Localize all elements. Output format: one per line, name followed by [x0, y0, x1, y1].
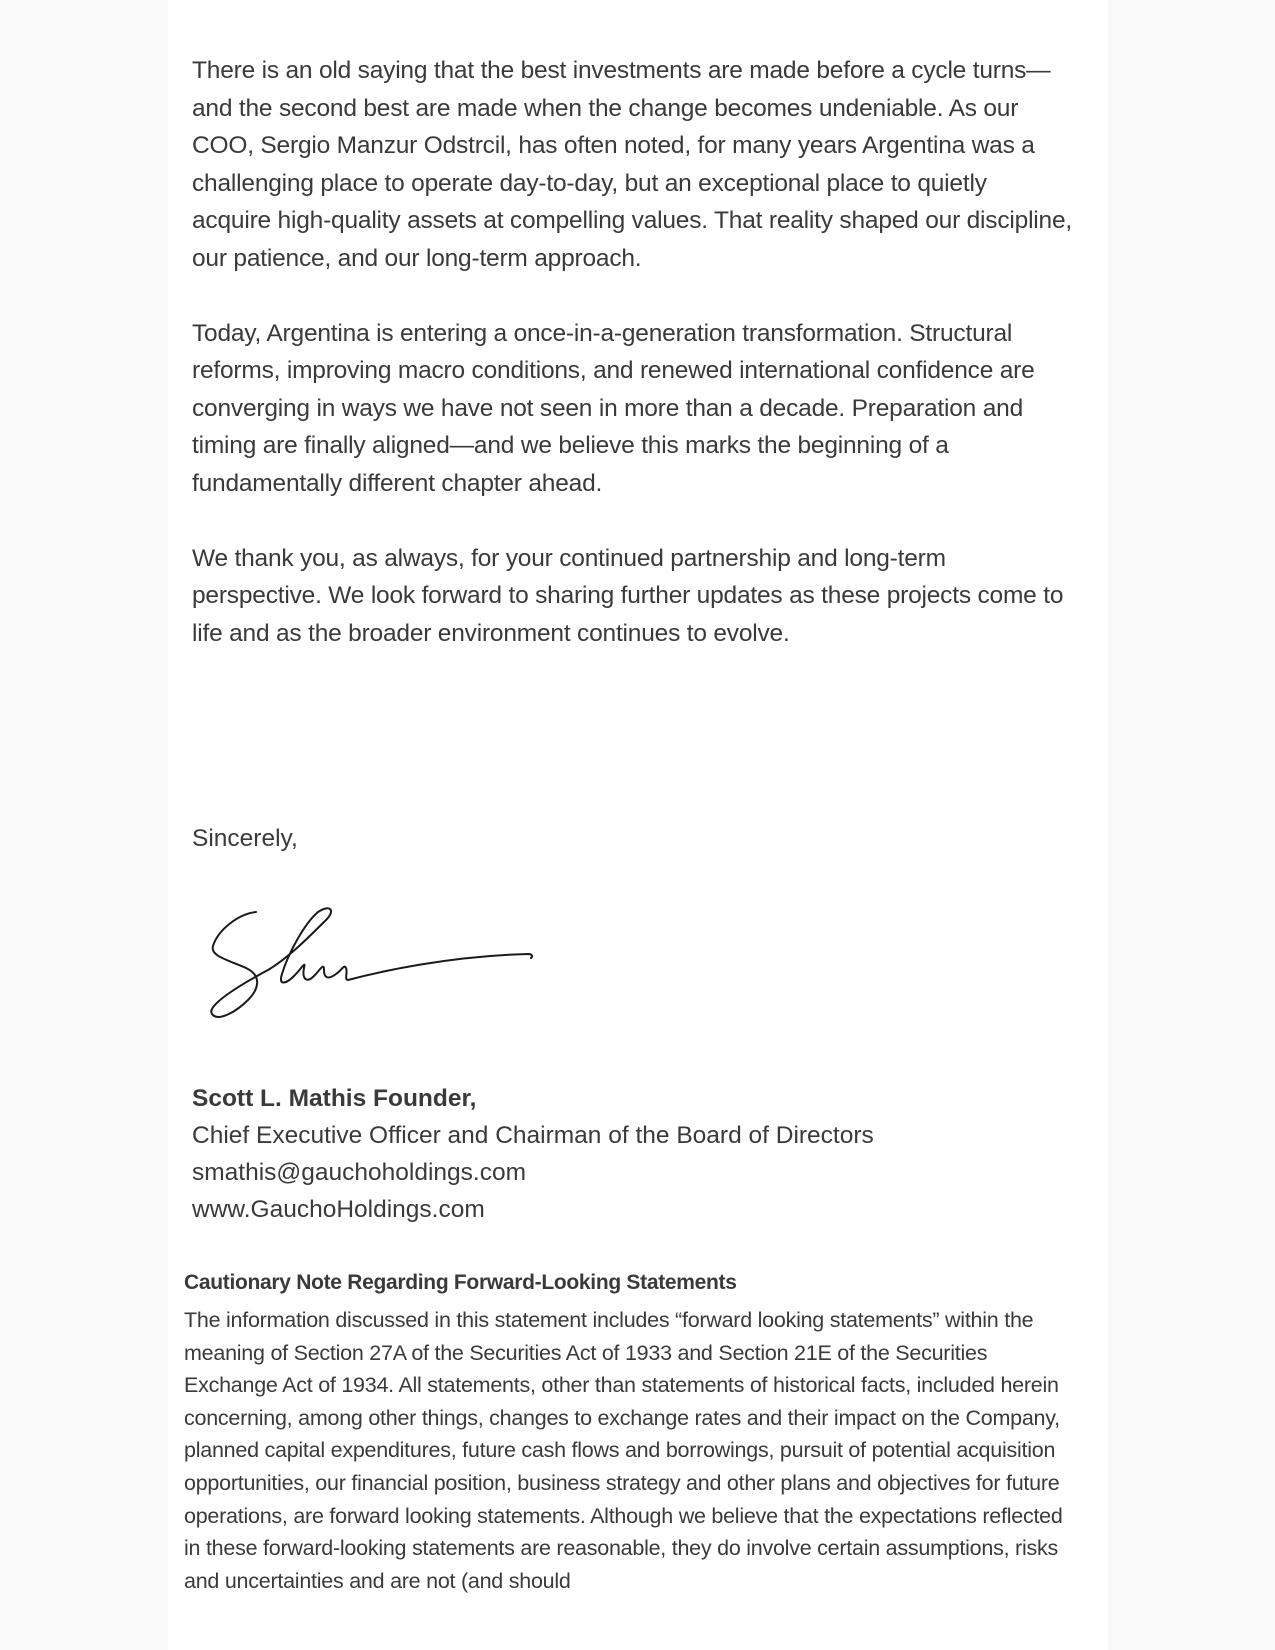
letter-paragraph: We thank you, as always, for your continued partnership and long-term perspective. We look forward to sharing further updates as these projects come to life and as the broader environment continues to evolve. — [192, 544, 1064, 647]
signer-email[interactable]: smathis@gauchoholdings.com — [192, 1159, 527, 1186]
disclaimer-body: The information discussed in this statement includes “forward looking statements” within the meaning of Section 27A of the Securities Act of 1933 and Section 21E of the Securities Exchange Act of 1934. All statements, other than statements of historical facts, included herein concerning, among other things, changes to exchange rates and their impact on the Company, planned capital expenditures, future cash flows and borrowings, pursuit of potential acquisition opportunities, our financial position, business strategy and other plans and objectives for future operations, are forward looking statements. Although we believe that the expectations reflected in these forward-looking statements are reasonable, they do involve certain assumptions, risks and uncertainties and are not (and should — [184, 1308, 1063, 1593]
letter-closing: Sincerely, — [192, 825, 298, 852]
forward-looking-disclaimer — [184, 1268, 1084, 1597]
signer-block — [192, 1080, 874, 1228]
letter-paragraph: There is an old saying that the best investments are made before a cycle turns—and the second best are made when the change becomes undeniable. As our COO, Sergio Manzur Odstrcil, has often noted, for many years Argentina was a challenging place to operate day-to-day, but an exceptional place to quietly acquire high-quality assets at compelling values. That reality shaped our discipline, our patience, and our long-term approach. — [192, 57, 1073, 272]
signer-website[interactable]: www.GauchoHoldings.com — [192, 1196, 485, 1223]
letter-body — [192, 52, 1072, 690]
letter-paragraph: Today, Argentina is entering a once-in-a-generation transformation. Structural reforms, improving macro conditions, and renewed international confidence are converging in ways we have not seen in more than a decade. Preparation and timing are finally aligned—and we believe this marks the beginning of a fundamentally different chapter ahead. — [192, 319, 1035, 497]
signature-image — [208, 898, 538, 1023]
document-page — [168, 0, 1108, 1650]
disclaimer-heading: Cautionary Note Regarding Forward-Looking Statements — [184, 1271, 737, 1294]
signer-name: Scott L. Mathis Founder, — [192, 1085, 477, 1112]
signer-title: Chief Executive Officer and Chairman of the Board of Directors — [192, 1122, 874, 1149]
